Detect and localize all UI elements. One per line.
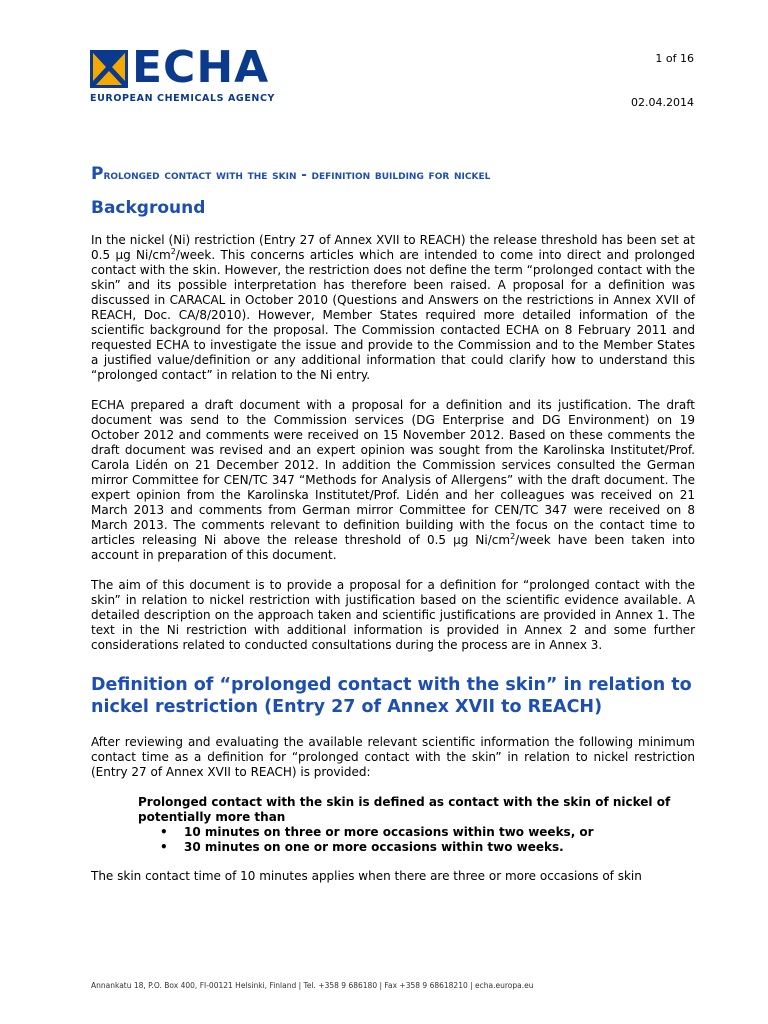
bullet-icon: • [160, 840, 168, 854]
bullet-icon: • [160, 825, 168, 839]
logo-wordmark: ECHA [132, 42, 270, 93]
definition-list [138, 825, 695, 855]
list-item [138, 840, 695, 855]
superscript: 2 [170, 247, 176, 256]
paragraph-text: /week. This concerns articles which are intended to come into direct and prolonged contact with the skin. However, the restriction does not define the term “prolonged contact with the skin” and its possible interpretation has therefore been raised. A proposal for a definition was discussed in CARACAL in October 2010 (Questions and Answers on the restrictions in Annex XVII of REACH, Doc. CA/8/2010). However, Member States required more detailed information of the scientific background for the proposal. The Commission contacted ECHA on 8 February 2011 and requested ECHA to investigate the issue and provide to the Commission and to the Member States a justified value/definition or any additional information that could clarify how to understand this “prolonged contact” in relation to the Ni entry. [91, 248, 695, 382]
document-body [91, 164, 695, 899]
echa-logo-icon [90, 50, 128, 88]
echa-logo [90, 42, 310, 110]
definition-paragraph-2: The skin contact time of 10 minutes applies when there are three or more occasions of skin [91, 869, 642, 883]
paragraph-text: ECHA prepared a draft document with a proposal for a definition and its justification. The draft document was send to the Commission services (DG Enterprise and DG Environment) on 19 October 2012 and comments were received on 15 November 2012. Based on these comments the draft document was revised and an expert opinion was sought from the Karolinska Institutet/Prof. Carola Lidén on 21 December 2012. In addition the Commission services consulted the German mirror Committee for CEN/TC 347 “Methods for Analysis of Allergens” with the draft document. The expert opinion from the Karolinska Institutet/Prof. Lidén and her colleagues was received on 21 March 2013 and comments from German mirror Committee for CEN/TC 347 were received on 8 March 2013. The comments relevant to definition building with the focus on the contact time to articles releasing Ni above the release threshold of 0.5 µg Ni/cm [91, 398, 695, 547]
background-paragraph-3: The aim of this document is to provide a proposal for a definition for “prolonged contact with the skin” in relation to nickel restriction with justification based on the scientific evidence available. A detailed description on the approach taken and scientific justifications are provided in Annex 1. The text in the Ni restriction with additional information is provided in Annex 2 and some further considerations related to conducted consultations during the process are in Annex 3. [91, 578, 695, 652]
paragraph-text: In the nickel (Ni) restriction (Entry 27 of Annex XVII to REACH) the release threshold has been set at 0.5 µg Ni/cm [91, 233, 695, 262]
list-item-text: 10 minutes on three or more occasions within two weeks, or [184, 825, 594, 839]
definition-heading: Definition of “prolonged contact with the skin” in relation to nickel restriction (Entry 27 of Annex XVII to REACH) [91, 675, 692, 717]
page-footer: Annankatu 18, P.O. Box 400, FI-00121 Helsinki, Finland | Tel. +358 9 686180 | Fax +358 9 68618210 | echa.europa.eu [91, 981, 534, 990]
page-number: 1 of 16 [655, 52, 694, 65]
title-initial: P [91, 164, 104, 184]
document-date: 02.04.2014 [631, 96, 694, 109]
background-paragraph-1 [91, 233, 695, 383]
logo-subtitle: EUROPEAN CHEMICALS AGENCY [90, 93, 276, 104]
background-paragraph-2 [91, 398, 695, 563]
definition-intro: Prolonged contact with the skin is defined as contact with the skin of nickel of potentially more than [138, 795, 671, 824]
definition-statement [138, 795, 695, 855]
definition-paragraph-1: After reviewing and evaluating the available relevant scientific information the following minimum contact time as a definition for “prolonged contact with the skin” in relation to nickel restriction (Entry 27 of Annex XVII to REACH) is provided: [91, 735, 695, 779]
superscript: 2 [510, 532, 516, 541]
paragraph-text: /week have been taken into account in preparation of this document. [91, 533, 695, 562]
background-heading: Background [91, 198, 206, 218]
list-item-text: 30 minutes on one or more occasions within two weeks. [184, 840, 564, 854]
title-rest: rolonged contact with the skin - definition building for nickel [103, 167, 491, 183]
list-item [138, 825, 695, 840]
document-title [91, 164, 695, 186]
